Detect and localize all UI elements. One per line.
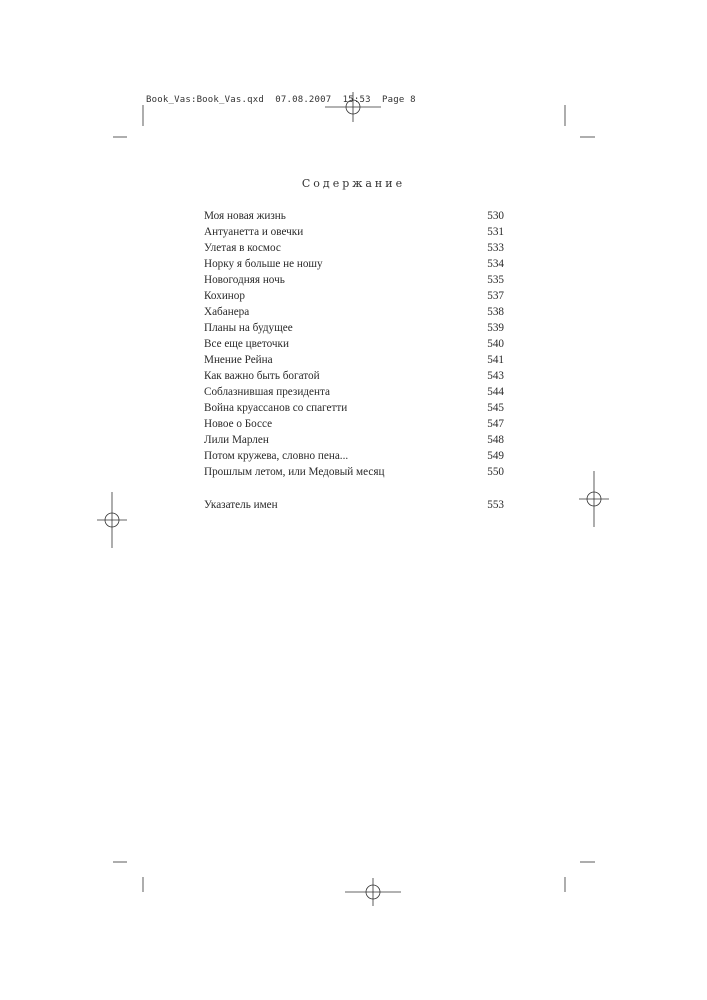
toc-entry-title: Мнение Рейна (204, 354, 273, 366)
toc-entry-title: Планы на будущее (204, 322, 293, 334)
toc-entry-title: Моя новая жизнь (204, 210, 286, 222)
toc-entry-title: Кохинор (204, 290, 245, 302)
toc-entry-page: 531 (487, 226, 504, 238)
toc-entry-page: 550 (487, 466, 504, 478)
toc-entry (204, 256, 504, 272)
toc-entry-page: 544 (487, 386, 504, 398)
toc-entry (204, 272, 504, 288)
toc-entry-page: 538 (487, 306, 504, 318)
registration-mark-top (325, 92, 381, 122)
toc-entry (204, 448, 504, 464)
toc-entry-page: 548 (487, 434, 504, 446)
toc-entry-title: Новогодняя ночь (204, 274, 285, 286)
toc-entry (204, 432, 504, 448)
toc-entry-title: Потом кружева, словно пена... (204, 450, 349, 462)
toc-spacer (204, 480, 504, 497)
toc-entry-page: 539 (487, 322, 504, 334)
toc-entry (204, 384, 504, 400)
toc-entry-title: Антуанетта и овечки (204, 226, 304, 238)
toc-title: Содержание (301, 177, 406, 190)
toc-entry-page: 534 (487, 258, 504, 270)
toc-entry-page: 540 (487, 338, 504, 350)
toc-entry-title: Хабанера (204, 306, 250, 318)
print-slug: Book_Vas:Book_Vas.qxd 07.08.2007 15:53 Page 8 (146, 95, 416, 105)
toc-entry-page: 553 (487, 499, 504, 511)
toc-entry-title: Прошлым летом, или Медовый месяц (204, 466, 385, 478)
toc-entry-title: Как важно быть богатой (204, 370, 320, 382)
toc-entry-title: Все еще цветочки (204, 338, 289, 350)
toc-entry (204, 320, 504, 336)
toc-entry-title: Новое о Боссе (204, 418, 273, 430)
toc-entry (204, 416, 504, 432)
toc-entry-page: 545 (487, 402, 504, 414)
toc-entry-title: Указатель имен (204, 499, 278, 511)
toc-entry-page: 535 (487, 274, 504, 286)
registration-mark-bottom (345, 878, 401, 906)
toc-entry (204, 208, 504, 224)
toc-entry-page: 547 (487, 418, 504, 430)
toc-entry-title: Лили Марлен (204, 434, 269, 446)
toc-entry-title: Соблазнившая президента (204, 386, 330, 398)
table-of-contents (204, 208, 504, 513)
toc-entry (204, 288, 504, 304)
toc-entry (204, 400, 504, 416)
toc-entry-page: 541 (487, 354, 504, 366)
registration-mark-left (97, 492, 127, 548)
toc-entry-page: 543 (487, 370, 504, 382)
toc-entry (204, 464, 504, 480)
toc-entry (204, 352, 504, 368)
toc-entry (204, 368, 504, 384)
toc-entry-title: Война круассанов со спагетти (204, 402, 348, 414)
toc-entry (204, 336, 504, 352)
toc-entry (204, 224, 504, 240)
toc-entry-page: 549 (487, 450, 504, 462)
toc-entry-page: 533 (487, 242, 504, 254)
toc-entry-title: Норку я больше не ношу (204, 258, 323, 270)
toc-index-entry (204, 497, 504, 513)
toc-entry-page: 537 (487, 290, 504, 302)
registration-mark-right (579, 471, 609, 527)
toc-entry (204, 240, 504, 256)
toc-entry (204, 304, 504, 320)
toc-entry-title: Улетая в космос (204, 242, 281, 254)
toc-entry-page: 530 (487, 210, 504, 222)
